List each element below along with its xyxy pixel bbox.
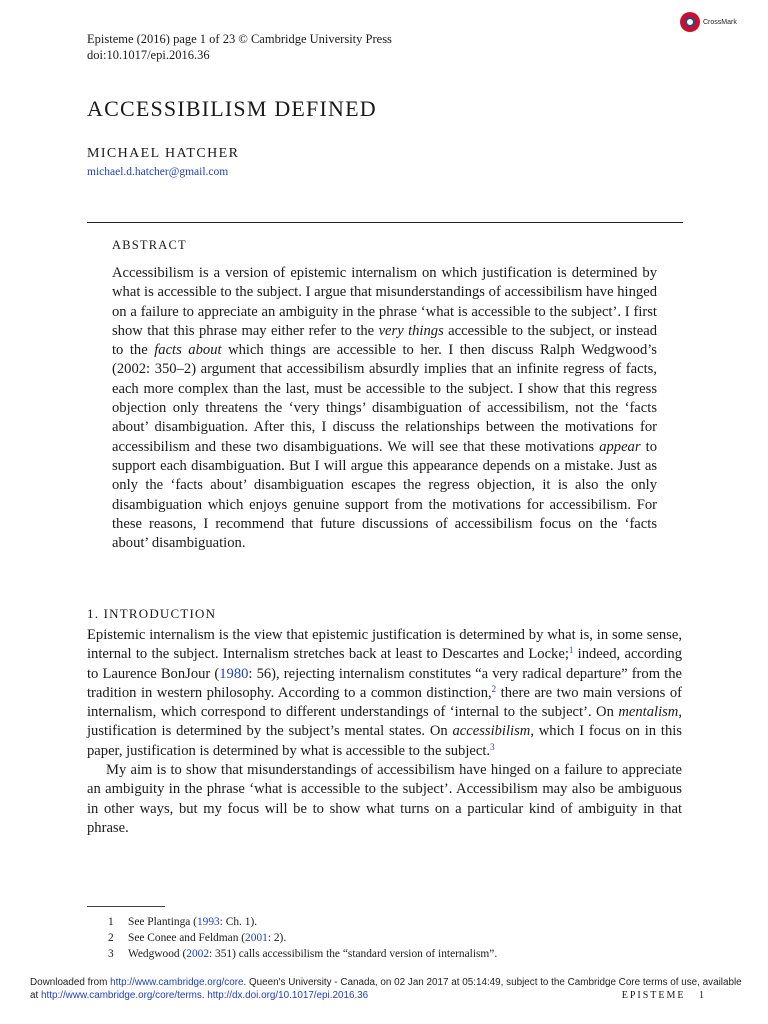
footnotes xyxy=(108,914,497,962)
doi-link[interactable]: http://dx.doi.org/10.1017/epi.2016.36 xyxy=(207,990,369,1001)
running-footer xyxy=(622,990,706,1001)
page-number: 1 xyxy=(699,990,706,1001)
paragraph-1 xyxy=(87,626,682,761)
footnote-text: : 351) calls accessibilism the “standard version of internalism”. xyxy=(209,948,498,960)
section-title: INTRODUCTION xyxy=(103,606,217,621)
crossmark-icon xyxy=(680,12,700,32)
section-heading xyxy=(87,606,216,622)
footnote-text: Wedgwood ( xyxy=(128,948,187,960)
footnote-ref-2[interactable]: 2 xyxy=(491,683,497,694)
abstract-text-2: accessible to the subject, or instead to the xyxy=(112,322,657,359)
p1-text-f: , which I focus on in this paper, justification is determined by what is accessible to the subject. xyxy=(87,723,682,759)
p1-text-c: : 56), rejecting internalism constitutes “a very radical departure” from the tradition in western philosophy. According to a common distinction, xyxy=(87,665,682,701)
abstract-heading: ABSTRACT xyxy=(112,238,187,252)
abstract-emph-very-things: very things xyxy=(378,322,444,339)
section-number: 1. xyxy=(87,606,100,621)
crossmark-badge[interactable] xyxy=(680,12,737,32)
footnote-item xyxy=(108,946,497,962)
journal-header xyxy=(87,31,392,63)
footnote-text: See Conee and Feldman ( xyxy=(128,932,246,944)
p1-text-d: there are two main versions of internalism, which correspond to different understandings of ‘internal to the subject’. On xyxy=(87,684,682,721)
abstract-text-1: Accessibilism is a version of epistemic internalism on which justification is determined by what is accessible to the subject. I argue that misunderstandings of accessibilism have hinged on a failure to appreciate an ambiguity in the phrase ‘what is accessible to the subject’. I first show that this phrase may either refer to the xyxy=(112,265,657,339)
footnote-text: : Ch. 1). xyxy=(219,916,258,928)
citation-link-1980[interactable]: 1980 xyxy=(219,665,249,682)
abstract-text xyxy=(112,264,657,553)
citation-link[interactable]: 2001 xyxy=(245,932,268,944)
abstract-text-3: which things are accessible to her. I then discuss Ralph Wedgwood’s (2002: 350–2) argument that accessibilism absurdly implies that an infinite regress of facts, each more complex than the last, must be accessible to the subject. I show that this regress objection only threatens the ‘very things’ disambiguation of accessibilism, not the ‘facts about’ disambiguation. After this, I discuss the relationships between the motivations for accessibilism and these two disambiguations. We will see that these motivations xyxy=(112,342,657,455)
paper-title: ACCESSIBILISM DEFINED xyxy=(87,96,377,121)
terms-link[interactable]: http://www.cambridge.org/core/terms xyxy=(40,990,202,1001)
download-text: Downloaded from xyxy=(30,977,111,988)
citation-link[interactable]: 2002 xyxy=(186,948,210,960)
footnote-item xyxy=(108,930,497,946)
download-text: . xyxy=(201,990,208,1001)
footnote-item xyxy=(108,914,497,930)
crossmark-label: CrossMark xyxy=(703,18,737,26)
footnote-number: 3 xyxy=(108,948,114,960)
citation-link[interactable]: 1993 xyxy=(196,916,220,928)
author-email-link[interactable]: michael.d.hatcher@gmail.com xyxy=(87,166,229,178)
emph-accessibilism: accessibilism xyxy=(452,723,531,740)
footnote-divider xyxy=(87,906,165,907)
footnote-text: : 2). xyxy=(267,932,287,944)
author-name: MICHAEL HATCHER xyxy=(87,146,240,161)
cambridge-core-link[interactable]: http://www.cambridge.org/core xyxy=(110,977,244,988)
footnote-number: 1 xyxy=(108,916,114,928)
p1-text-b: indeed, according to Laurence BonJour ( xyxy=(87,646,682,682)
download-text: . Queen's University - Canada, on 02 Jan 2017 at 05:14:49, subject to the Cambridge Core terms of use, available at xyxy=(30,977,742,1001)
doi-line: doi:10.1017/epi.2016.36 xyxy=(87,48,210,62)
p1-text-e: , justification is determined by the subject’s mental states. On xyxy=(87,704,682,740)
footnote-ref-1[interactable]: 1 xyxy=(568,645,574,656)
journal-line: Episteme (2016) page 1 of 23 © Cambridge University Press xyxy=(87,32,392,46)
p1-text-a: Epistemic internalism is the view that epistemic justification is determined by what is, in some sense, internal to the subject. Internalism stretches back at least to Descartes and Locke; xyxy=(87,627,682,663)
abstract-emph-facts-about: facts about xyxy=(154,342,222,359)
running-journal: EPISTEME xyxy=(621,990,686,1001)
emph-mentalism: mentalism xyxy=(618,704,679,721)
footnote-number: 2 xyxy=(108,932,114,944)
abstract-text-4: to support each disambiguation. But I will argue this appearance depends on a mistake. Just as only the ‘facts about’ disambiguation escapes the regress objection, it is also the only disambiguation which enjoys genuine support from the motivations for accessibilism. For these reasons, I recommend that future discussions of accessibilism focus on the ‘facts about’ disambiguation. xyxy=(112,438,658,552)
footnote-ref-3[interactable]: 3 xyxy=(490,741,495,752)
title-divider xyxy=(87,222,683,223)
paragraph-2: My aim is to show that misunderstandings of accessibilism have hinged on a failure to appreciate an ambiguity in the phrase ‘what is accessible to the subject’. Accessibilism may also be ambiguous in other ways, but my focus will be to show what turns on a particular kind of ambiguity in that phrase. xyxy=(87,762,682,836)
section-body xyxy=(87,626,682,838)
abstract-emph-appear: appear xyxy=(599,438,641,455)
footnote-text: See Plantinga ( xyxy=(128,916,197,928)
